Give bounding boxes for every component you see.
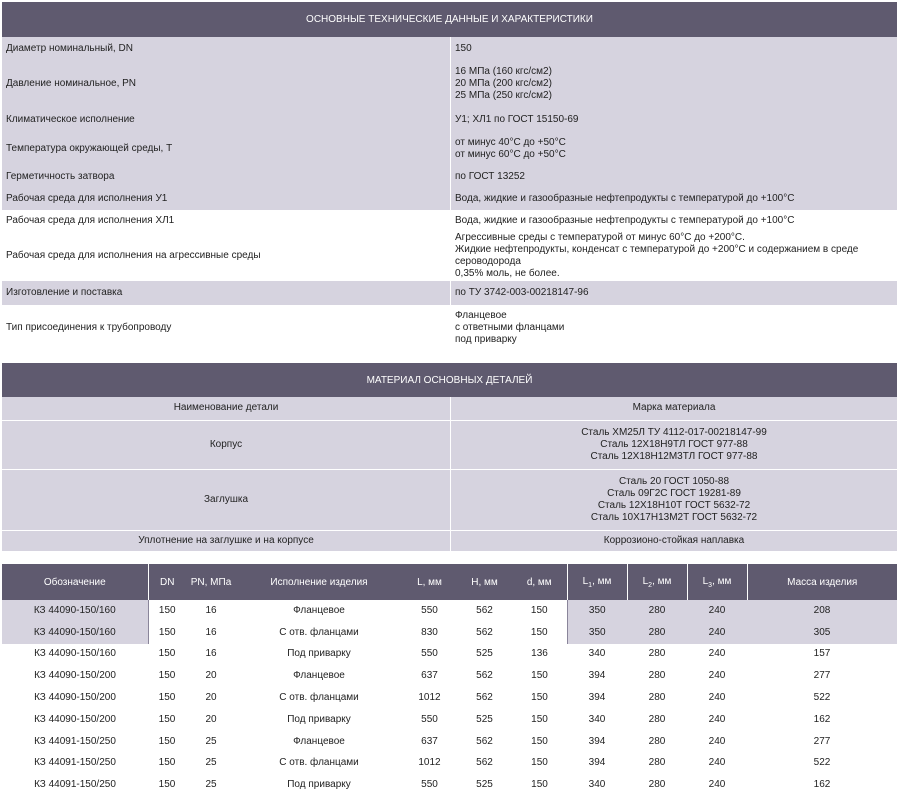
dn-cell: 150 — [158, 648, 176, 660]
row-value: по ТУ 3742-003-00218147-96 — [451, 281, 898, 305]
section-title-tech-data: ОСНОВНЫЕ ТЕХНИЧЕСКИЕ ДАННЫЕ И ХАРАКТЕРИСТИКИ — [2, 2, 897, 37]
row-label: Рабочая среда для исполнения на агрессивные среды — [2, 231, 451, 281]
version-cell: Фланцевое — [293, 670, 345, 682]
d-cell: 150 — [531, 779, 548, 791]
column-header-l: L, мм — [402, 564, 457, 600]
l3-cell: 240 — [708, 779, 726, 791]
h-cell: 562 — [476, 604, 493, 616]
designation-cell: КЗ 44091-150/250 — [34, 735, 116, 747]
pn-cell: 16 — [205, 604, 217, 616]
l1-cell: 394 — [588, 735, 606, 747]
material-grade: Сталь 20 ГОСТ 1050-88 Сталь 09Г2С ГОСТ 19281-89 Сталь 12Х18Н10Т ГОСТ 5632-72 Сталь 10Х17Н13М2Т ГОСТ 5632-72 — [451, 469, 898, 530]
l1-cell: 350 — [567, 622, 627, 644]
pn-cell: 25 — [205, 779, 217, 791]
designation-cell: КЗ 44090-150/160 — [2, 622, 148, 644]
d-cell: 150 — [531, 757, 548, 769]
version-cell: С отв. фланцами — [279, 626, 359, 638]
l1-cell: 340 — [588, 713, 606, 725]
table-row — [2, 231, 897, 281]
d-cell: 150 — [531, 735, 548, 747]
l-cell: 637 — [421, 735, 438, 747]
h-cell: 525 — [476, 713, 493, 725]
column-header-l1: $L_1$, мм — [567, 564, 627, 600]
version-cell: Под приварку — [287, 648, 351, 660]
row-value: по ГОСТ 13252 — [451, 166, 898, 187]
d-cell: 150 — [531, 670, 548, 682]
tech-data-table — [2, 37, 897, 350]
l3-cell: 240 — [708, 670, 726, 682]
pn-cell: 16 — [205, 626, 217, 638]
l1-cell: 350 — [567, 600, 627, 622]
mass-cell: 522 — [813, 757, 831, 769]
mass-cell: 157 — [813, 648, 831, 660]
h-cell: 562 — [476, 692, 493, 704]
l-cell: 550 — [421, 779, 438, 791]
table-row — [2, 108, 897, 131]
l1-cell: 340 — [588, 648, 606, 660]
dn-cell: 150 — [158, 604, 176, 616]
l-cell: 550 — [421, 713, 438, 725]
table-row — [2, 210, 897, 231]
column-header-d: d, мм — [512, 564, 567, 600]
l-cell: 1012 — [418, 757, 441, 769]
mass-cell: 208 — [747, 600, 897, 622]
l2-cell: 280 — [648, 735, 666, 747]
table-row — [2, 530, 897, 551]
designation-cell: КЗ 44091-150/250 — [34, 779, 116, 791]
column-header-designation: Обозначение — [2, 564, 148, 600]
pn-cell: 20 — [205, 670, 217, 682]
section-title-materials: МАТЕРИАЛ ОСНОВНЫХ ДЕТАЛЕЙ — [2, 363, 897, 397]
version-cell: Фланцевое — [293, 604, 345, 616]
dn-cell: 150 — [158, 757, 176, 769]
row-label: Диаметр номинальный, DN — [2, 37, 451, 60]
l3-cell: 240 — [708, 648, 726, 660]
l3-cell: 240 — [708, 713, 726, 725]
row-label: Рабочая среда для исполнения У1 — [2, 187, 451, 210]
column-header-l3: $L_3$, мм — [687, 564, 747, 600]
row-label: Климатическое исполнение — [2, 108, 451, 131]
table-row — [2, 665, 897, 687]
h-cell: 562 — [476, 626, 493, 638]
l3-cell: 240 — [708, 757, 726, 769]
table-row — [2, 166, 897, 187]
column-header-pn: PN, МПа — [186, 564, 236, 600]
pn-cell: 25 — [205, 757, 217, 769]
table-row — [2, 60, 897, 108]
table-row — [2, 731, 897, 753]
h-cell: 525 — [476, 779, 493, 791]
l2-cell: 280 — [648, 713, 666, 725]
table-row — [2, 622, 897, 644]
h-cell: 562 — [476, 735, 493, 747]
table-row — [2, 600, 897, 622]
column-header-h: H, мм — [457, 564, 512, 600]
dn-cell: 150 — [158, 779, 176, 791]
part-name: Уплотнение на заглушке и на корпусе — [2, 530, 451, 551]
designation-cell: КЗ 44090-150/200 — [34, 692, 116, 704]
material-grade: Коррозионо-стойкая наплавка — [451, 530, 898, 551]
l2-cell: 280 — [648, 692, 666, 704]
column-header-material: Марка материала — [451, 397, 898, 420]
l3-cell: 240 — [687, 600, 747, 622]
row-value: У1; ХЛ1 по ГОСТ 15150-69 — [451, 108, 898, 131]
h-cell: 562 — [476, 757, 493, 769]
designation-cell: КЗ 44090-150/160 — [34, 648, 116, 660]
pn-cell: 16 — [205, 648, 217, 660]
pn-cell: 20 — [205, 692, 217, 704]
table-row — [2, 187, 897, 210]
l3-cell: 240 — [708, 692, 726, 704]
row-value: Фланцевое с ответными фланцами под приварку — [451, 305, 898, 350]
row-value: Вода, жидкие и газообразные нефтепродукты с температурой до +100°С — [451, 210, 898, 231]
l3-cell: 240 — [708, 735, 726, 747]
row-label: Давление номинальное, PN — [2, 60, 451, 108]
table-row — [2, 469, 897, 530]
d-cell: 150 — [530, 626, 548, 638]
designation-cell: КЗ 44090-150/200 — [34, 713, 116, 725]
d-cell: 150 — [531, 692, 548, 704]
l2-cell: 280 — [648, 757, 666, 769]
mass-cell: 162 — [813, 713, 831, 725]
l2-cell: 280 — [627, 622, 687, 644]
l-cell: 637 — [421, 670, 438, 682]
l1-cell: 394 — [588, 692, 606, 704]
row-label: Герметичность затвора — [2, 166, 451, 187]
row-value: Вода, жидкие и газообразные нефтепродукты с температурой до +100°С — [451, 187, 898, 210]
mass-cell: 277 — [813, 735, 831, 747]
l3-cell: 240 — [687, 622, 747, 644]
column-header-version: Исполнение изделия — [236, 564, 402, 600]
version-cell: Фланцевое — [293, 735, 345, 747]
d-cell: 150 — [530, 604, 548, 616]
l2-cell: 280 — [648, 779, 666, 791]
mass-cell: 277 — [813, 670, 831, 682]
l-cell: 550 — [421, 648, 438, 660]
pn-cell: 25 — [205, 735, 217, 747]
d-cell: 150 — [531, 713, 548, 725]
l2-cell: 280 — [648, 648, 666, 660]
l1-cell: 394 — [588, 670, 606, 682]
l-cell: 1012 — [418, 692, 441, 704]
l-cell: 830 — [421, 626, 438, 638]
row-value: Агрессивные среды с температурой от минус 60°С до +200°С. Жидкие нефтепродукты, конденсат с температурой до +200°С и содержанием в среде сероводорода 0,35% моль, не более. — [451, 231, 898, 281]
row-label: Температура окружающей среды, Т — [2, 131, 451, 166]
dn-cell: 150 — [158, 626, 176, 638]
designation-cell: КЗ 44090-150/160 — [2, 600, 148, 622]
designation-cell: КЗ 44090-150/200 — [34, 670, 116, 682]
row-value: 16 МПа (160 кгс/см2) 20 МПа (200 кгс/см2) 25 МПа (250 кгс/см2) — [451, 60, 898, 108]
row-value: 150 — [451, 37, 898, 60]
h-cell: 562 — [476, 670, 493, 682]
version-cell: Под приварку — [287, 779, 351, 791]
materials-table — [2, 397, 897, 552]
material-grade: Сталь ХМ25Л ТУ 4112-017-00218147-99 Сталь 12Х18Н9ТЛ ГОСТ 977-88 Сталь 12Х18Н12М3ТЛ ГОСТ 977-88 — [451, 420, 898, 469]
table-row — [2, 709, 897, 731]
mass-cell: 522 — [813, 692, 831, 704]
dn-cell: 150 — [158, 713, 176, 725]
column-header-dn: DN — [148, 564, 186, 600]
column-header-part: Наименование детали — [2, 397, 451, 420]
column-header-l2: $L_2$, мм — [627, 564, 687, 600]
l-cell: 550 — [421, 604, 438, 616]
mass-cell: 305 — [747, 622, 897, 644]
pn-cell: 20 — [205, 713, 217, 725]
table-row — [2, 37, 897, 60]
row-label: Рабочая среда для исполнения ХЛ1 — [2, 210, 451, 231]
table-row — [2, 753, 897, 775]
l1-cell: 340 — [588, 779, 606, 791]
h-cell: 525 — [476, 648, 493, 660]
table-row — [2, 131, 897, 166]
row-label: Тип присоединения к трубопроводу — [2, 305, 451, 350]
table-row — [2, 305, 897, 350]
dn-cell: 150 — [158, 692, 176, 704]
l1-cell: 394 — [588, 757, 606, 769]
models-table — [2, 564, 897, 796]
mass-cell: 162 — [813, 779, 831, 791]
table-header-row — [2, 397, 897, 420]
table-row — [2, 644, 897, 666]
dn-cell: 150 — [158, 735, 176, 747]
designation-cell: КЗ 44091-150/250 — [34, 757, 116, 769]
column-header-mass: Масса изделия — [747, 564, 897, 600]
table-row — [2, 420, 897, 469]
l2-cell: 280 — [648, 670, 666, 682]
table-row — [2, 687, 897, 709]
l2-cell: 280 — [627, 600, 687, 622]
row-value: от минус 40°С до +50°С от минус 60°С до +50°С — [451, 131, 898, 166]
dn-cell: 150 — [158, 670, 176, 682]
table-header-row — [2, 564, 897, 600]
part-name: Заглушка — [2, 469, 451, 530]
version-cell: С отв. фланцами — [279, 757, 359, 769]
table-row — [2, 281, 897, 305]
row-label: Изготовление и поставка — [2, 281, 451, 305]
table-row — [2, 774, 897, 796]
d-cell: 136 — [531, 648, 548, 660]
version-cell: Под приварку — [287, 713, 351, 725]
version-cell: С отв. фланцами — [279, 692, 359, 704]
part-name: Корпус — [2, 420, 451, 469]
